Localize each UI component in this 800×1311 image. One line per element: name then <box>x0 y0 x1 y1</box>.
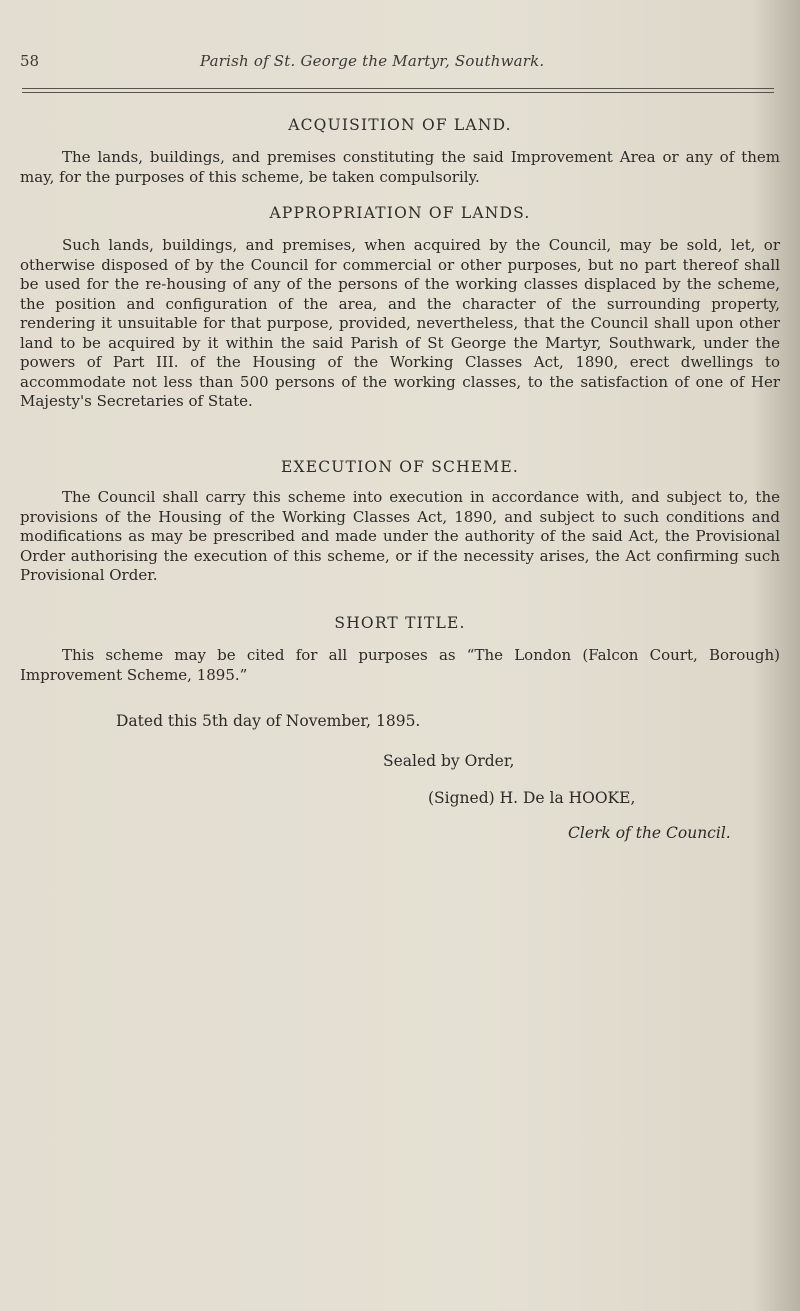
running-head: Parish of St. George the Martyr, Southwark. <box>200 52 545 70</box>
sealed-by-order: Sealed by Order, <box>383 752 515 770</box>
heading-appropriation: APPROPRIATION OF LANDS. <box>269 204 531 222</box>
header-rule-top <box>22 88 774 89</box>
paragraph-acquisition: The lands, buildings, and premises constituting the said Improvement Area or any of them may, for the purposes of this scheme, be taken compulsorily. <box>20 148 780 186</box>
page-header <box>20 52 780 76</box>
paragraph-execution: The Council shall carry this scheme into execution in accordance with, and subject to, the provisions of the Housing of the Working Classes Act, 1890, and subject to such conditions and modifications as may be prescribed and made under the authority of the said Act, the Provisional Order authorising the execution of this scheme, or if the necessity arises, the Act confirming such Provisional Order. <box>20 488 780 584</box>
paragraph-appropriation: Such lands, buildings, and premises, when acquired by the Council, may be sold, let, or otherwise disposed of by the Council for commercial or other purposes, but no part thereof shall be used for the re-housing of any of the persons of the working classes displaced by the scheme, the position and configuration of the area, and the character of the surrounding property, rendering it unsuitable for that purpose, provided, nevertheless, that the Council shall upon other land to be acquired by it within the said Parish of St George the Martyr, Southwark, under the powers of Part III. of the Housing of the Working Classes Act, 1890, erect dwellings to accommodate not less than 500 persons of the working classes, to the satisfaction of one of Her Majesty's Secretaries of State. <box>20 236 780 410</box>
signature-line: (Signed) H. De la HOOKE, <box>428 789 636 807</box>
heading-acquisition: ACQUISITION OF LAND. <box>288 116 512 134</box>
header-rule-bottom <box>22 92 774 93</box>
heading-short-title: SHORT TITLE. <box>334 614 466 632</box>
page-number: 58 <box>20 52 40 70</box>
dated-line: Dated this 5th day of November, 1895. <box>116 712 421 730</box>
clerk-title: Clerk of the Council. <box>568 824 731 842</box>
paragraph-short-title: This scheme may be cited for all purposes as “The London (Falcon Court, Borough) Improvement Scheme, 1895.” <box>20 646 780 684</box>
heading-execution: EXECUTION OF SCHEME. <box>280 458 520 476</box>
